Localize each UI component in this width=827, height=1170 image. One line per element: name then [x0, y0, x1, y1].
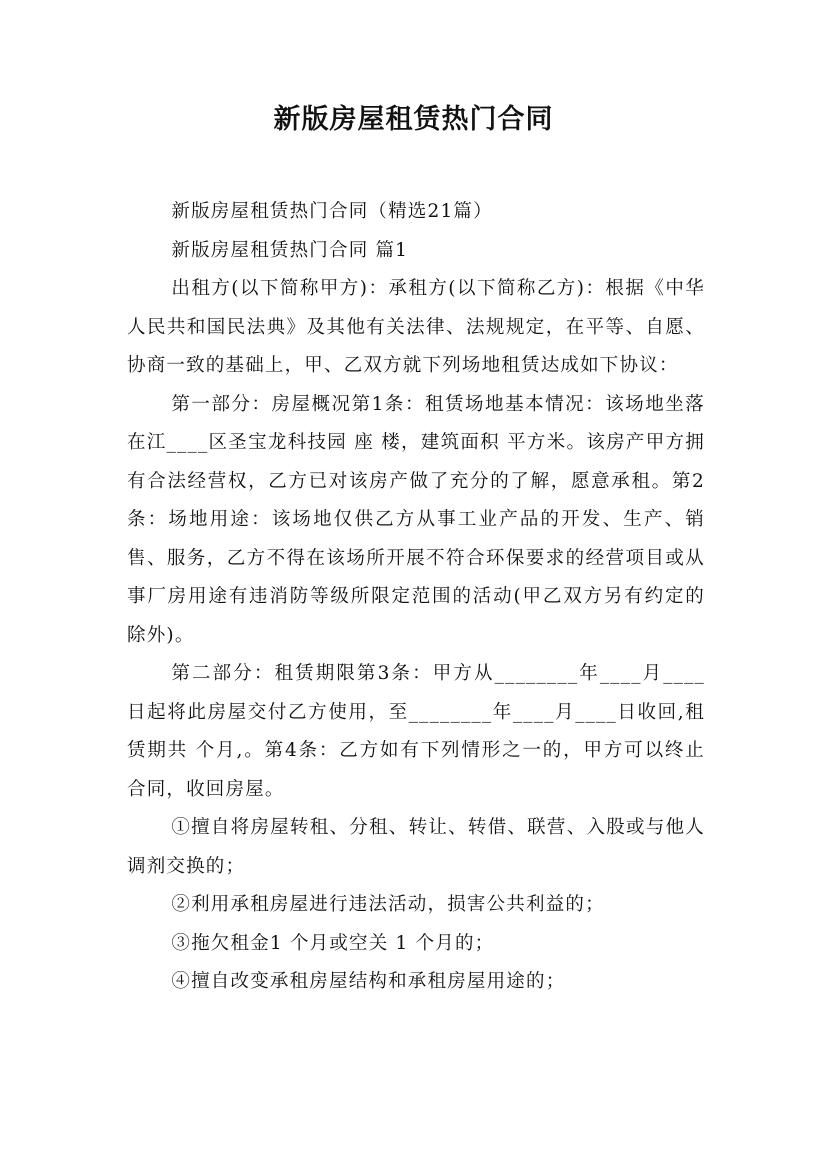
list-item-paragraph: ④擅自改变承租房屋结构和承租房屋用途的； — [171, 971, 566, 992]
section-heading-paragraph: 新版房屋租赁热门合同 篇1 — [171, 239, 409, 261]
document-body — [127, 193, 705, 1002]
list-item-paragraph: ①擅自将房屋转租、分租、转让、转借、联营、入股或与他人调剂交换的； — [127, 817, 705, 877]
document-title: 新版房屋租赁热门合同 — [273, 104, 554, 135]
body-paragraph: 第一部分：房屋概况第1条：租赁场地基本情况：该场地坐落在江____区圣宝龙科技园 座 楼，建筑面积 平方米。该房产甲方拥有合法经营权，乙方已对该房产做了充分的了解，愿意承租。第2条：场地用途：该场地仅供乙方从事工业产品的开发、生产、销售、服务，乙方不得在该场所开展不符合环保要求的经营项目或从事厂房用途有违消防等级所限定范围的活动(甲乙双方另有约定的除外)。 — [127, 393, 705, 646]
subtitle-paragraph: 新版房屋租赁热门合同（精选21篇） — [171, 201, 493, 222]
list-item-paragraph: ②利用承租房屋进行违法活动，损害公共利益的； — [171, 894, 605, 915]
body-paragraph: 出租方(以下简称甲方)：承租方(以下简称乙方)：根据《中华人民共和国民法典》及其他有关法律、法规规定，在平等、自愿、协商一致的基础上，甲、乙双方就下列场地租赁达成如下协议： — [127, 278, 705, 376]
list-item-paragraph: ③拖欠租金1 个月或空关 1 个月的； — [171, 932, 495, 954]
body-paragraph: 第二部分：租赁期限第3条：甲方从________年____月____日起将此房屋交付乙方使用，至________年____月____日收回,租赁期共 个月,。第4条：乙方如有下列情形之一的，甲方可以终止合同，收回房屋。 — [127, 663, 705, 800]
